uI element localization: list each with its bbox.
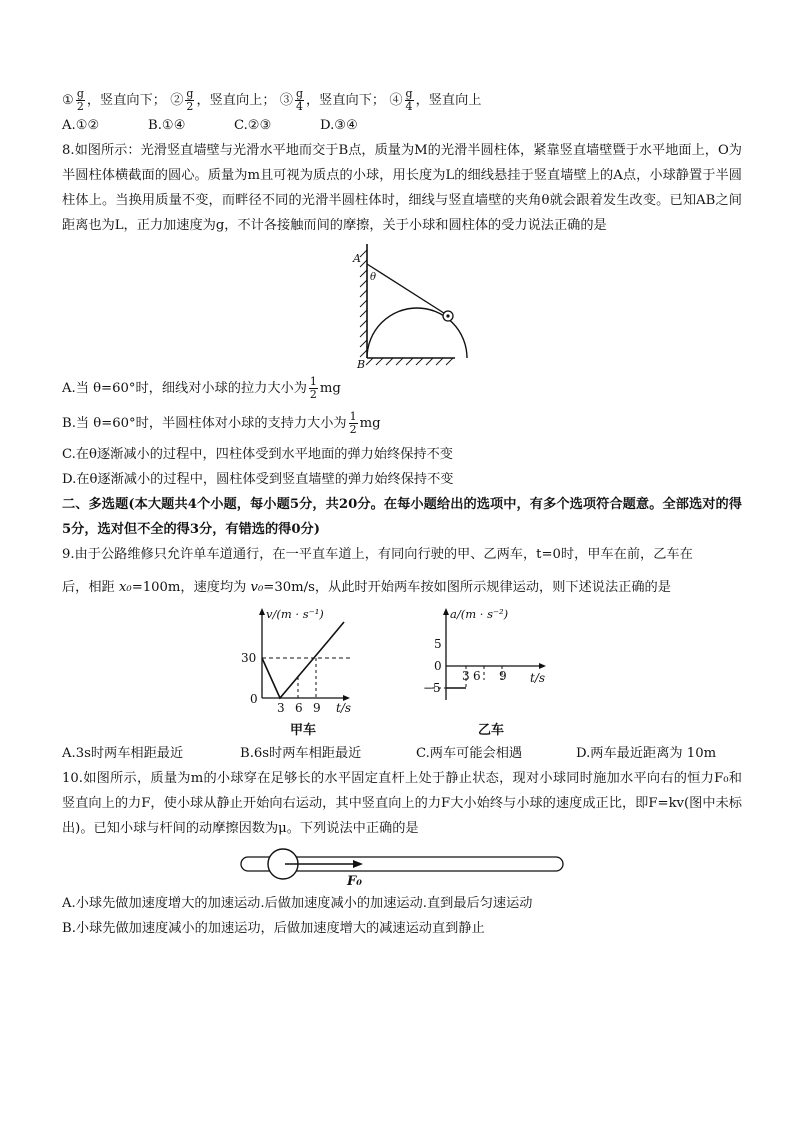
q10-option-b: B.小球先做加速度减小的加速运功，后做加速度增大的减速运动直到静止 xyxy=(62,921,485,936)
q7-choice-c: C.②③ xyxy=(234,118,272,133)
yi-caption: 乙车 xyxy=(478,723,505,738)
exam-page xyxy=(62,88,742,941)
q9-graph-jia xyxy=(232,604,382,739)
q9-figures xyxy=(62,604,742,739)
jia-origin: 0 xyxy=(250,692,258,706)
q8-option-a: A.当 θ=60°时，细线对小球的拉力大小为 $\frac{1}{2}$ mg xyxy=(62,375,341,401)
jia-caption: 甲车 xyxy=(290,723,317,738)
v-t-line xyxy=(262,640,329,698)
string xyxy=(367,264,447,315)
q10-figure xyxy=(237,843,567,889)
yi-xlabel: t/s xyxy=(530,671,546,685)
q8-stem: 8.如图所示：光滑竖直墙壁与光滑水平地而交于B点，质量为M的光滑半圆柱体，紧靠竖直墙壁暨于水平地面上，O为半圆柱体横截面的圆心。质量为m且可视为质点的小球，用长度为L的细线悬挂于竖直墙壁上的A点，小球静置于半圆柱体上。当换用质量不变，而畔径不同的光滑半圆柱体时，细线与竖直墙壁的夹角θ就会跟着发生改变。已知AB之间距离也为L，正力加速度为g，不计各接触而间的摩擦，关于小球和圆柱体的受力说法正确的是 xyxy=(62,143,742,233)
q9-choices xyxy=(62,741,742,766)
q9-choice-a: A.3s时两车相距最近 xyxy=(62,746,184,761)
q7-opt-2: ② $\frac{g}{2}$ ，竖直向上； xyxy=(170,87,276,113)
q9-stem-1: 9.由于公路维修只允许单车道通行，在一平直车道上，有同向行驶的甲、乙两车，t=0时，甲车在前，乙车在 xyxy=(62,547,693,562)
q9-choice-c: C.两车可能会相遇 xyxy=(416,746,523,761)
q7-choice-b: B.①④ xyxy=(148,118,186,133)
q7-opt-3: ③ $\frac{g}{4}$ ，竖直向下； xyxy=(279,87,386,113)
jia-ytick-30: 30 xyxy=(241,651,257,665)
yi-ytick-neg5: −5 xyxy=(423,681,441,695)
yi-ylabel: a/(m · s⁻²) xyxy=(450,607,509,621)
jia-ylabel: v/(m · s⁻¹) xyxy=(266,607,324,621)
yi-xtick-9: 9 xyxy=(499,669,507,683)
q8-option-d: D.在θ逐渐减小的过程中，圆柱体受到竖直墙壁的弹力始终保持不变 xyxy=(62,472,454,487)
yi-ytick-0: 0 xyxy=(434,659,442,673)
q7-choices xyxy=(62,113,742,138)
q9-stem-2: 后，相距 x₀=100m，速度均为 v₀=30m/s，从此时开始两车按如图所示规律运动，则下述说法正确的是 xyxy=(62,580,671,595)
q7-choice-d: D.③④ xyxy=(320,118,358,133)
label-a: A xyxy=(353,252,361,265)
jia-xtick-9: 9 xyxy=(313,701,321,715)
q7-options-line xyxy=(62,88,742,113)
jia-xtick-6: 6 xyxy=(295,701,303,715)
q7-choice-a: A.①② xyxy=(62,118,100,133)
jia-xtick-3: 3 xyxy=(277,701,285,715)
q10-stem: 10.如图所示，质量为m的小球穿在足够长的水平固定直杆上处于静止状态，现对小球同时施加水平向右的恒力F₀和竖直向上的力F，使小球从静止开始向右运动，其中竖直向上的力F大小始终与小球的速度成正比，即F=kv(图中未标出)。已知小球与杆间的动摩擦因数为μ。下列说法中正确的是 xyxy=(62,771,742,836)
label-b: B xyxy=(357,358,366,370)
q8-option-b: B.当 θ=60°时，半圆柱体对小球的支持力大小为 $\frac{1}{2}$ mg xyxy=(62,410,381,436)
q7-opt-4: ④ $\frac{g}{4}$ ，竖直向上 xyxy=(389,87,482,113)
q7-opt-1: ① $\frac{g}{2}$ ，竖直向下； xyxy=(62,87,166,113)
yi-xtick-3: 3 xyxy=(462,669,470,683)
q8-figure xyxy=(327,240,477,370)
q9-choice-b: B.6s时两车相距最近 xyxy=(240,746,362,761)
label-theta: θ xyxy=(370,272,377,283)
f0-label: F₀ xyxy=(347,874,362,889)
q9-graph-yi xyxy=(422,604,572,739)
yi-xtick-6: 6 xyxy=(473,669,481,683)
section-2-heading: 二、多选题(本大题共4个小题，每小题5分，共20分。在每小题给出的选项中，有多个选项符合题意。全部选对的得5分，选对但不全的得3分，有错选的得0分) xyxy=(62,497,742,537)
q10-option-a: A.小球先做加速度增大的加速运动.后做加速度减小的加速运动.直到最后匀速运动 xyxy=(62,896,533,911)
jia-xlabel: t/s xyxy=(336,701,352,715)
q8-option-c: C.在θ逐渐减小的过程中，四柱体受到水平地面的弹力始终保持不变 xyxy=(62,447,453,462)
yi-ytick-5: 5 xyxy=(434,637,442,651)
q9-choice-d: D.两车最近距离为 10m xyxy=(576,746,717,761)
